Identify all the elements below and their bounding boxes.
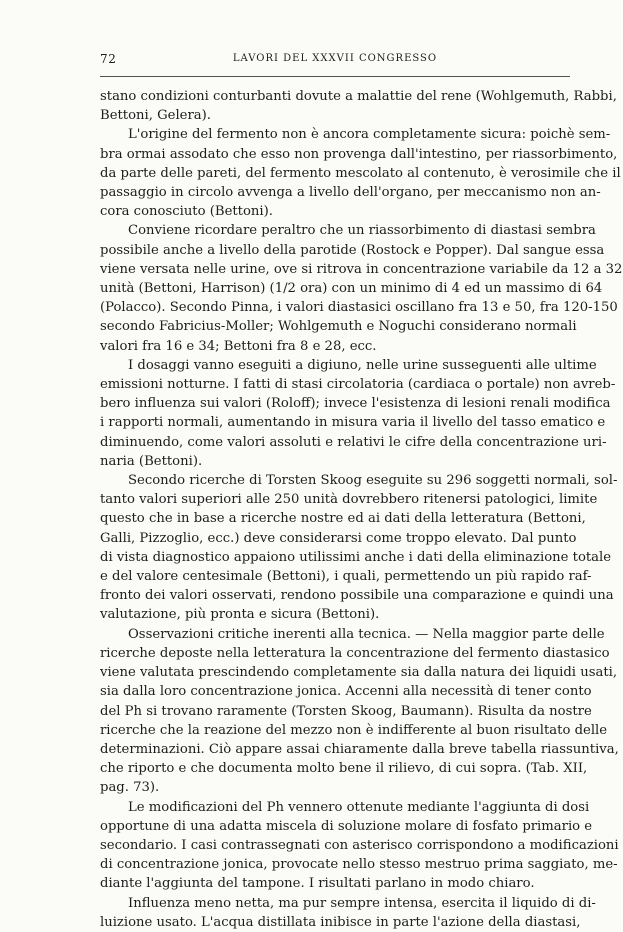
text-line: naria (Bettoni). <box>100 453 203 469</box>
text-line: stano condizioni conturbanti dovute a malattie del rene (Wohlgemuth, Rabbi, <box>100 89 617 104</box>
text-line: ricerche che la reazione del mezzo non è indifferente al buon risultato delle <box>100 722 608 738</box>
text-line: che riporto e che documenta molto bene il rilievo, di cui sopra. (Tab. XII, <box>100 761 588 777</box>
text-line: unità (Bettoni, Harrison) (1/2 ora) con un minimo di 4 ed un massimo di 64 <box>100 281 603 297</box>
text-line: determinazioni. Ciò appare assai chiaramente dalla breve tabella riassuntiva, <box>100 741 619 757</box>
text-line: del Ph si trovano raramente (Torsten Skoog, Baumann). Risulta da nostre <box>100 703 592 719</box>
text-line: e del valore centesimale (Bettoni), i quali, permettendo un più rapido raf- <box>100 569 592 585</box>
text-line: possibile anche a livello della parotide (Rostock e Popper). Dal sangue essa <box>100 242 605 258</box>
text-line: Le modificazioni del Ph vennero ottenute mediante l'aggiunta di dosi <box>128 799 590 815</box>
text-line: fronto dei valori osservati, rendono possibile una comparazione e quindi una <box>100 588 614 604</box>
text-line: pag. 73). <box>100 780 160 796</box>
text-line: Influenza meno netta, ma pur sempre intensa, esercita il liquido di di- <box>128 895 596 911</box>
text-line: bero influenza sui valori (Roloff); invece l'esistenza di lesioni renali modifica <box>100 396 611 412</box>
text-line: ricerche deposte nella letteratura la concentrazione del fermento diastasico <box>100 645 610 661</box>
text-line: luizione usato. L'acqua distillata inibisce in parte l'azione della diastasi, <box>100 914 581 930</box>
document-page <box>100 52 623 932</box>
text-line: (Polacco). Secondo Pinna, i valori diastasici oscillano fra 13 e 50, fra 120-150 <box>100 300 618 316</box>
text-line: cora conosciuto (Bettoni). <box>100 204 273 220</box>
text-line: di concentrazione jonica, provocate nello stesso mestruo prima saggiato, me- <box>100 857 618 873</box>
text-line: L'origine del fermento non è ancora completamente sicura: poichè sem- <box>128 127 611 143</box>
text-line: valori fra 16 e 34; Bettoni fra 8 e 28, ecc. <box>100 338 377 354</box>
text-line: I dosaggi vanno eseguiti a digiuno, nelle urine susseguenti alle ultime <box>128 357 597 373</box>
text-line: da parte delle pareti, del fermento mescolato al contenuto, è verosimile che il <box>100 165 621 181</box>
text-line: passaggio in circolo avvenga a livello dell'organo, per meccanismo non an- <box>100 185 601 201</box>
text-line: Osservazioni critiche inerenti alla tecnica. — Nella maggior parte delle <box>128 626 605 642</box>
text-line: opportune di una adatta miscela di soluzione molare di fosfato primario e <box>100 818 593 834</box>
page-number: 72 <box>100 52 117 66</box>
text-line: diminuendo, come valori assoluti e relativi le cifre della concentrazione uri- <box>100 434 607 450</box>
header-rule <box>100 76 570 77</box>
text-line: i rapporti normali, aumentando in misura varia il livello del tasso ematico e <box>100 415 606 431</box>
text-line: Galli, Pizzoglio, ecc.) deve considerarsi come troppo elevato. Dal punto <box>100 530 577 546</box>
running-title: LAVORI DEL XXXVII CONGRESSO <box>232 53 438 64</box>
text-line: secondo Fabricius-Moller; Wohlgemuth e Noguchi considerano normali <box>100 319 577 335</box>
body-text <box>100 87 623 932</box>
text-line: Conviene ricordare peraltro che un riassorbimento di diastasi sembra <box>128 223 596 239</box>
text-line: tanto valori superiori alle 250 unità dovrebbero ritenersi patologici, limite <box>100 492 598 508</box>
text-line: questo che in base a ricerche nostre ed ai dati della letteratura (Bettoni, <box>100 511 586 527</box>
text-line: viene versata nelle urine, ove si ritrova in concentrazione variabile da 12 a 32 <box>100 261 623 277</box>
text-line: secondario. I casi contrassegnati con asterisco corrispondono a modificazioni <box>100 837 619 853</box>
text-line: diante l'aggiunta del tampone. I risultati parlano in modo chiaro. <box>100 876 535 892</box>
text-line: emissioni notturne. I fatti di stasi circolatoria (cardiaca o portale) non avreb- <box>100 377 616 393</box>
page-header <box>100 52 570 72</box>
text-line: valutazione, più pronta e sicura (Bettoni). <box>100 607 380 623</box>
text-line: di vista diagnostico appaiono utilissimi anche i dati della eliminazione totale <box>100 549 612 565</box>
text-line: Secondo ricerche di Torsten Skoog eseguite su 296 soggetti normali, sol- <box>128 473 618 489</box>
text-line: Bettoni, Gelera). <box>100 108 211 124</box>
text-line: sia dalla loro concentrazione jonica. Accenni alla necessità di tener conto <box>100 684 592 700</box>
text-line: viene valutata prescindendo completamente sia dalla natura dei liquidi usati, <box>100 665 618 681</box>
text-line: bra ormai assodato che esso non provenga dall'intestino, per riassorbimento, <box>100 146 618 162</box>
